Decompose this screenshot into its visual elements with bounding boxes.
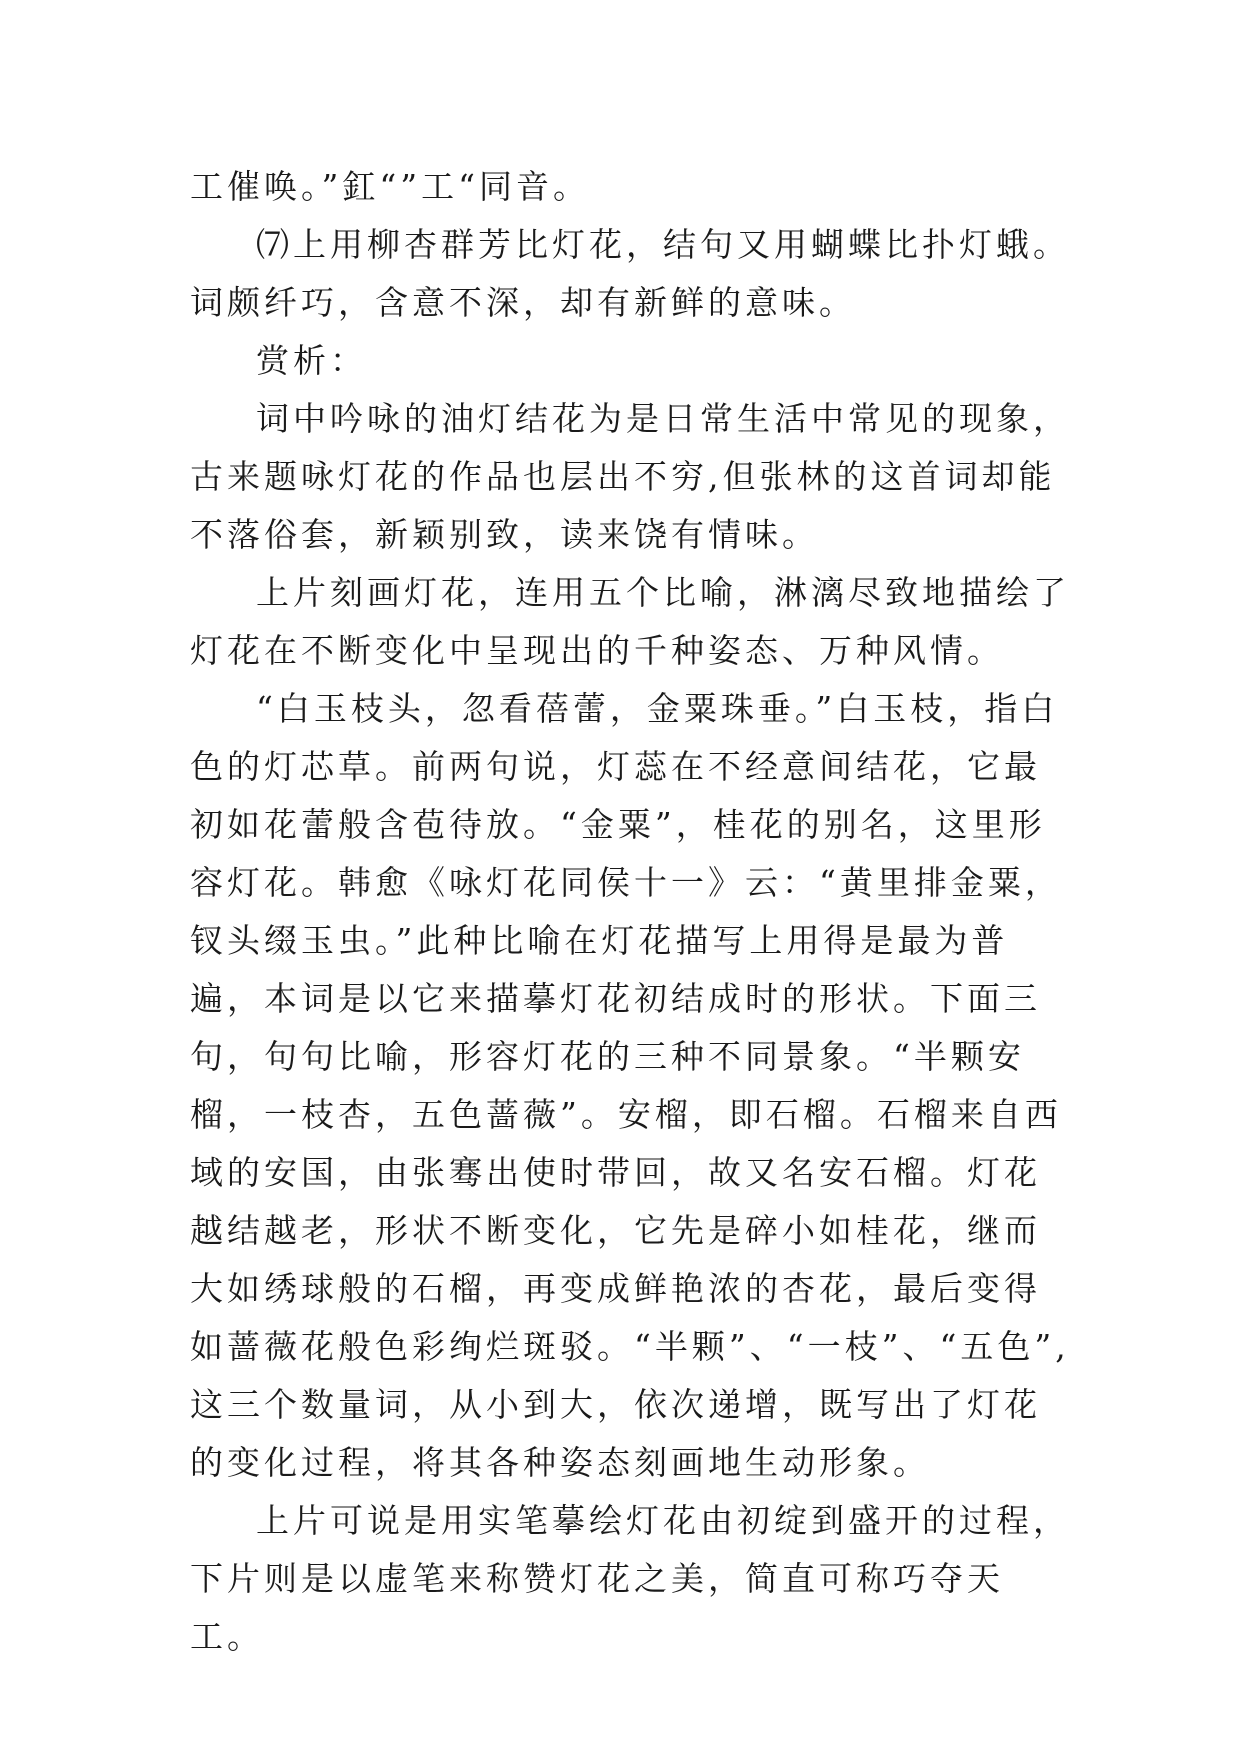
paragraph-second-stanza: 上片可说是用实笔摹绘灯花由初绽到盛开的过程，下片则是以虚笔来称赞灯花之美，简直可称巧夺天工。 bbox=[190, 1501, 1070, 1656]
paragraph-intro: 词中吟咏的油灯结花为是日常生活中常见的现象，古来题咏灯花的作品也层出不穷,但张林的这首词却能不落俗套，新颖别致，读来饶有情味。 bbox=[190, 399, 1070, 554]
paragraph-footnote-6-end: 工催唤。”釭“”工“同音。 bbox=[190, 167, 590, 206]
body-text bbox=[190, 158, 1070, 1666]
paragraph-footnote-7: ⑺上用柳杏群芳比灯花，结句又用蝴蝶比扑灯蛾。词颇纤巧，含意不深，却有新鲜的意味。 bbox=[190, 225, 1070, 322]
paragraph-first-stanza: 上片刻画灯花，连用五个比喻，淋漓尽致地描绘了灯花在不断变化中呈现出的千种姿态、万种风情。 bbox=[190, 573, 1070, 670]
section-heading-appreciation: 赏析： bbox=[256, 341, 367, 380]
paragraph-metaphor-analysis: “白玉枝头，忽看蓓蕾，金粟珠垂。”白玉枝，指白色的灯芯草。前两句说，灯蕊在不经意间结花，它最初如花蕾般含苞待放。“金粟”，桂花的别名，这里形容灯花。韩愈《咏灯花同侯十一》云：“黄里排金粟，钗头缀玉虫。”此种比喻在灯花描写上用得是最为普遍，本词是以它来描摹灯花初结成时的形状。下面三句，句句比喻，形容灯花的三种不同景象。“半颗安榴，一枝杏，五色蔷薇”。安榴，即石榴。石榴来自西域的安国，由张骞出使时带回，故又名安石榴。灯花越结越老，形状不断变化，它先是碎小如桂花，继而大如绣球般的石榴，再变成鲜艳浓的杏花，最后变得如蔷薇花般色彩绚烂斑驳。“半颗”、“一枝”、“五色”,这三个数量词，从小到大，依次递增，既写出了灯花的变化过程，将其各种姿态刻画地生动形象。 bbox=[190, 689, 1070, 1482]
